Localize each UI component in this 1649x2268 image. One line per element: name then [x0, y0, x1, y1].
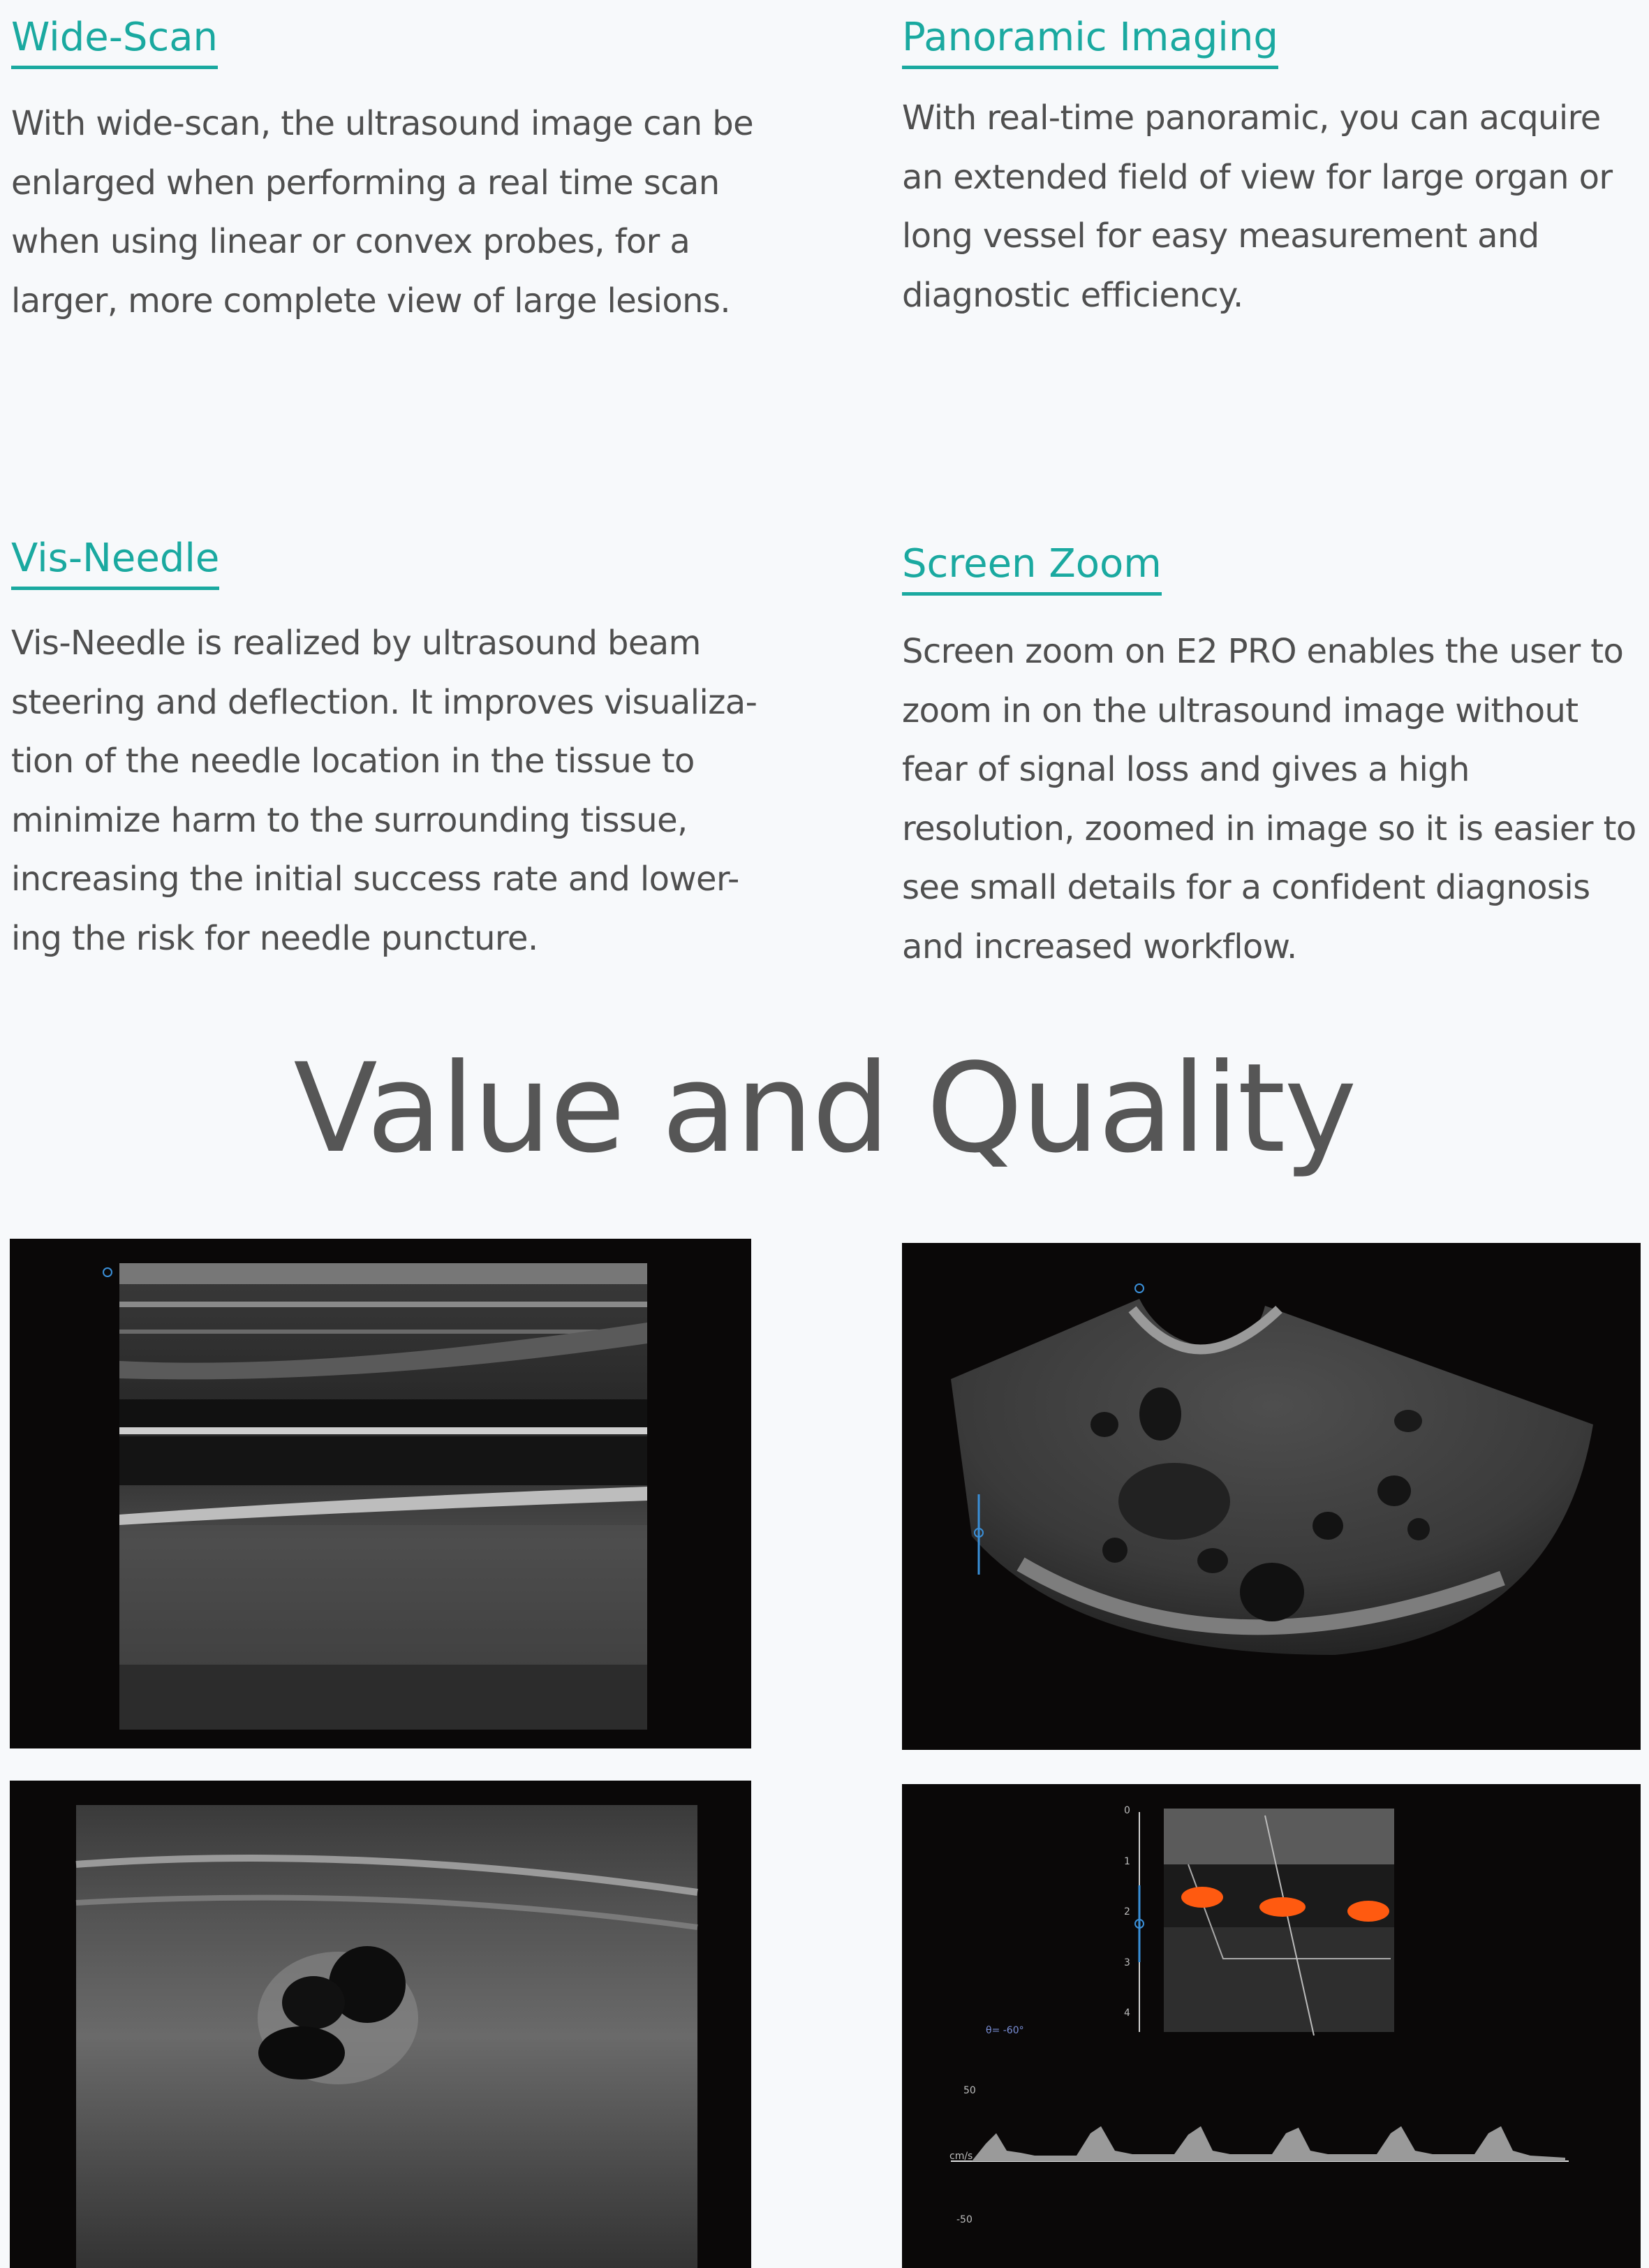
feature-title-wide-scan: Wide-Scan — [11, 10, 218, 69]
ultrasound-image-linear — [10, 1239, 751, 1748]
depth-label-1: 1 — [1124, 1856, 1130, 1867]
feature-title-panoramic-imaging: Panoramic Imaging — [902, 10, 1278, 69]
depth-label-2: 2 — [1124, 1906, 1130, 1917]
feature-vis-needle — [11, 531, 772, 968]
section-title-value-and-quality: Value and Quality — [293, 1037, 1356, 1180]
velocity-label-neg-50: -50 — [956, 2214, 973, 2225]
velocity-unit-label: cm/s — [949, 2151, 973, 2162]
doppler-angle-label: θ= -60° — [986, 2025, 1024, 2036]
ultrasound-image-doppler — [902, 1784, 1641, 2268]
depth-label-4: 4 — [1124, 2008, 1130, 2019]
feature-title-vis-needle: Vis-Needle — [11, 531, 219, 590]
depth-label-0: 0 — [1124, 1805, 1130, 1816]
feature-body-panoramic-imaging: With real-time panoramic, you can acquire an extended field of view for large organ or long vessel for easy measurement and diagnostic efficiency. — [902, 98, 1613, 315]
feature-body-vis-needle: Vis-Needle is realized by ultrasound beam steering and deflection. It improves visualiza-tion of the needle location in the tissue to minimize harm to the surrounding tissue, increasing the initial success rate and lower-ing the risk for needle puncture. — [11, 624, 757, 958]
feature-panoramic-imaging — [902, 10, 1642, 325]
feature-title-screen-zoom: Screen Zoom — [902, 536, 1162, 596]
feature-body-screen-zoom: Screen zoom on E2 PRO enables the user to zoom in on the ultrasound image without fear of signal loss and gives a high resolution, zoomed in image so it is easier to see small details for a confident diagnosis and increased workflow. — [902, 632, 1636, 966]
velocity-label-50: 50 — [963, 2085, 976, 2096]
feature-wide-scan — [11, 10, 772, 330]
ultrasound-image-convex — [902, 1243, 1641, 1750]
feature-body-wide-scan: With wide-scan, the ultrasound image can be enlarged when performing a real time scan when using linear or convex probes, for a larger, more complete view of large lesions. — [11, 104, 754, 321]
feature-screen-zoom — [902, 536, 1642, 976]
ultrasound-image-breast — [10, 1781, 751, 2268]
depth-label-3: 3 — [1124, 1957, 1130, 1968]
